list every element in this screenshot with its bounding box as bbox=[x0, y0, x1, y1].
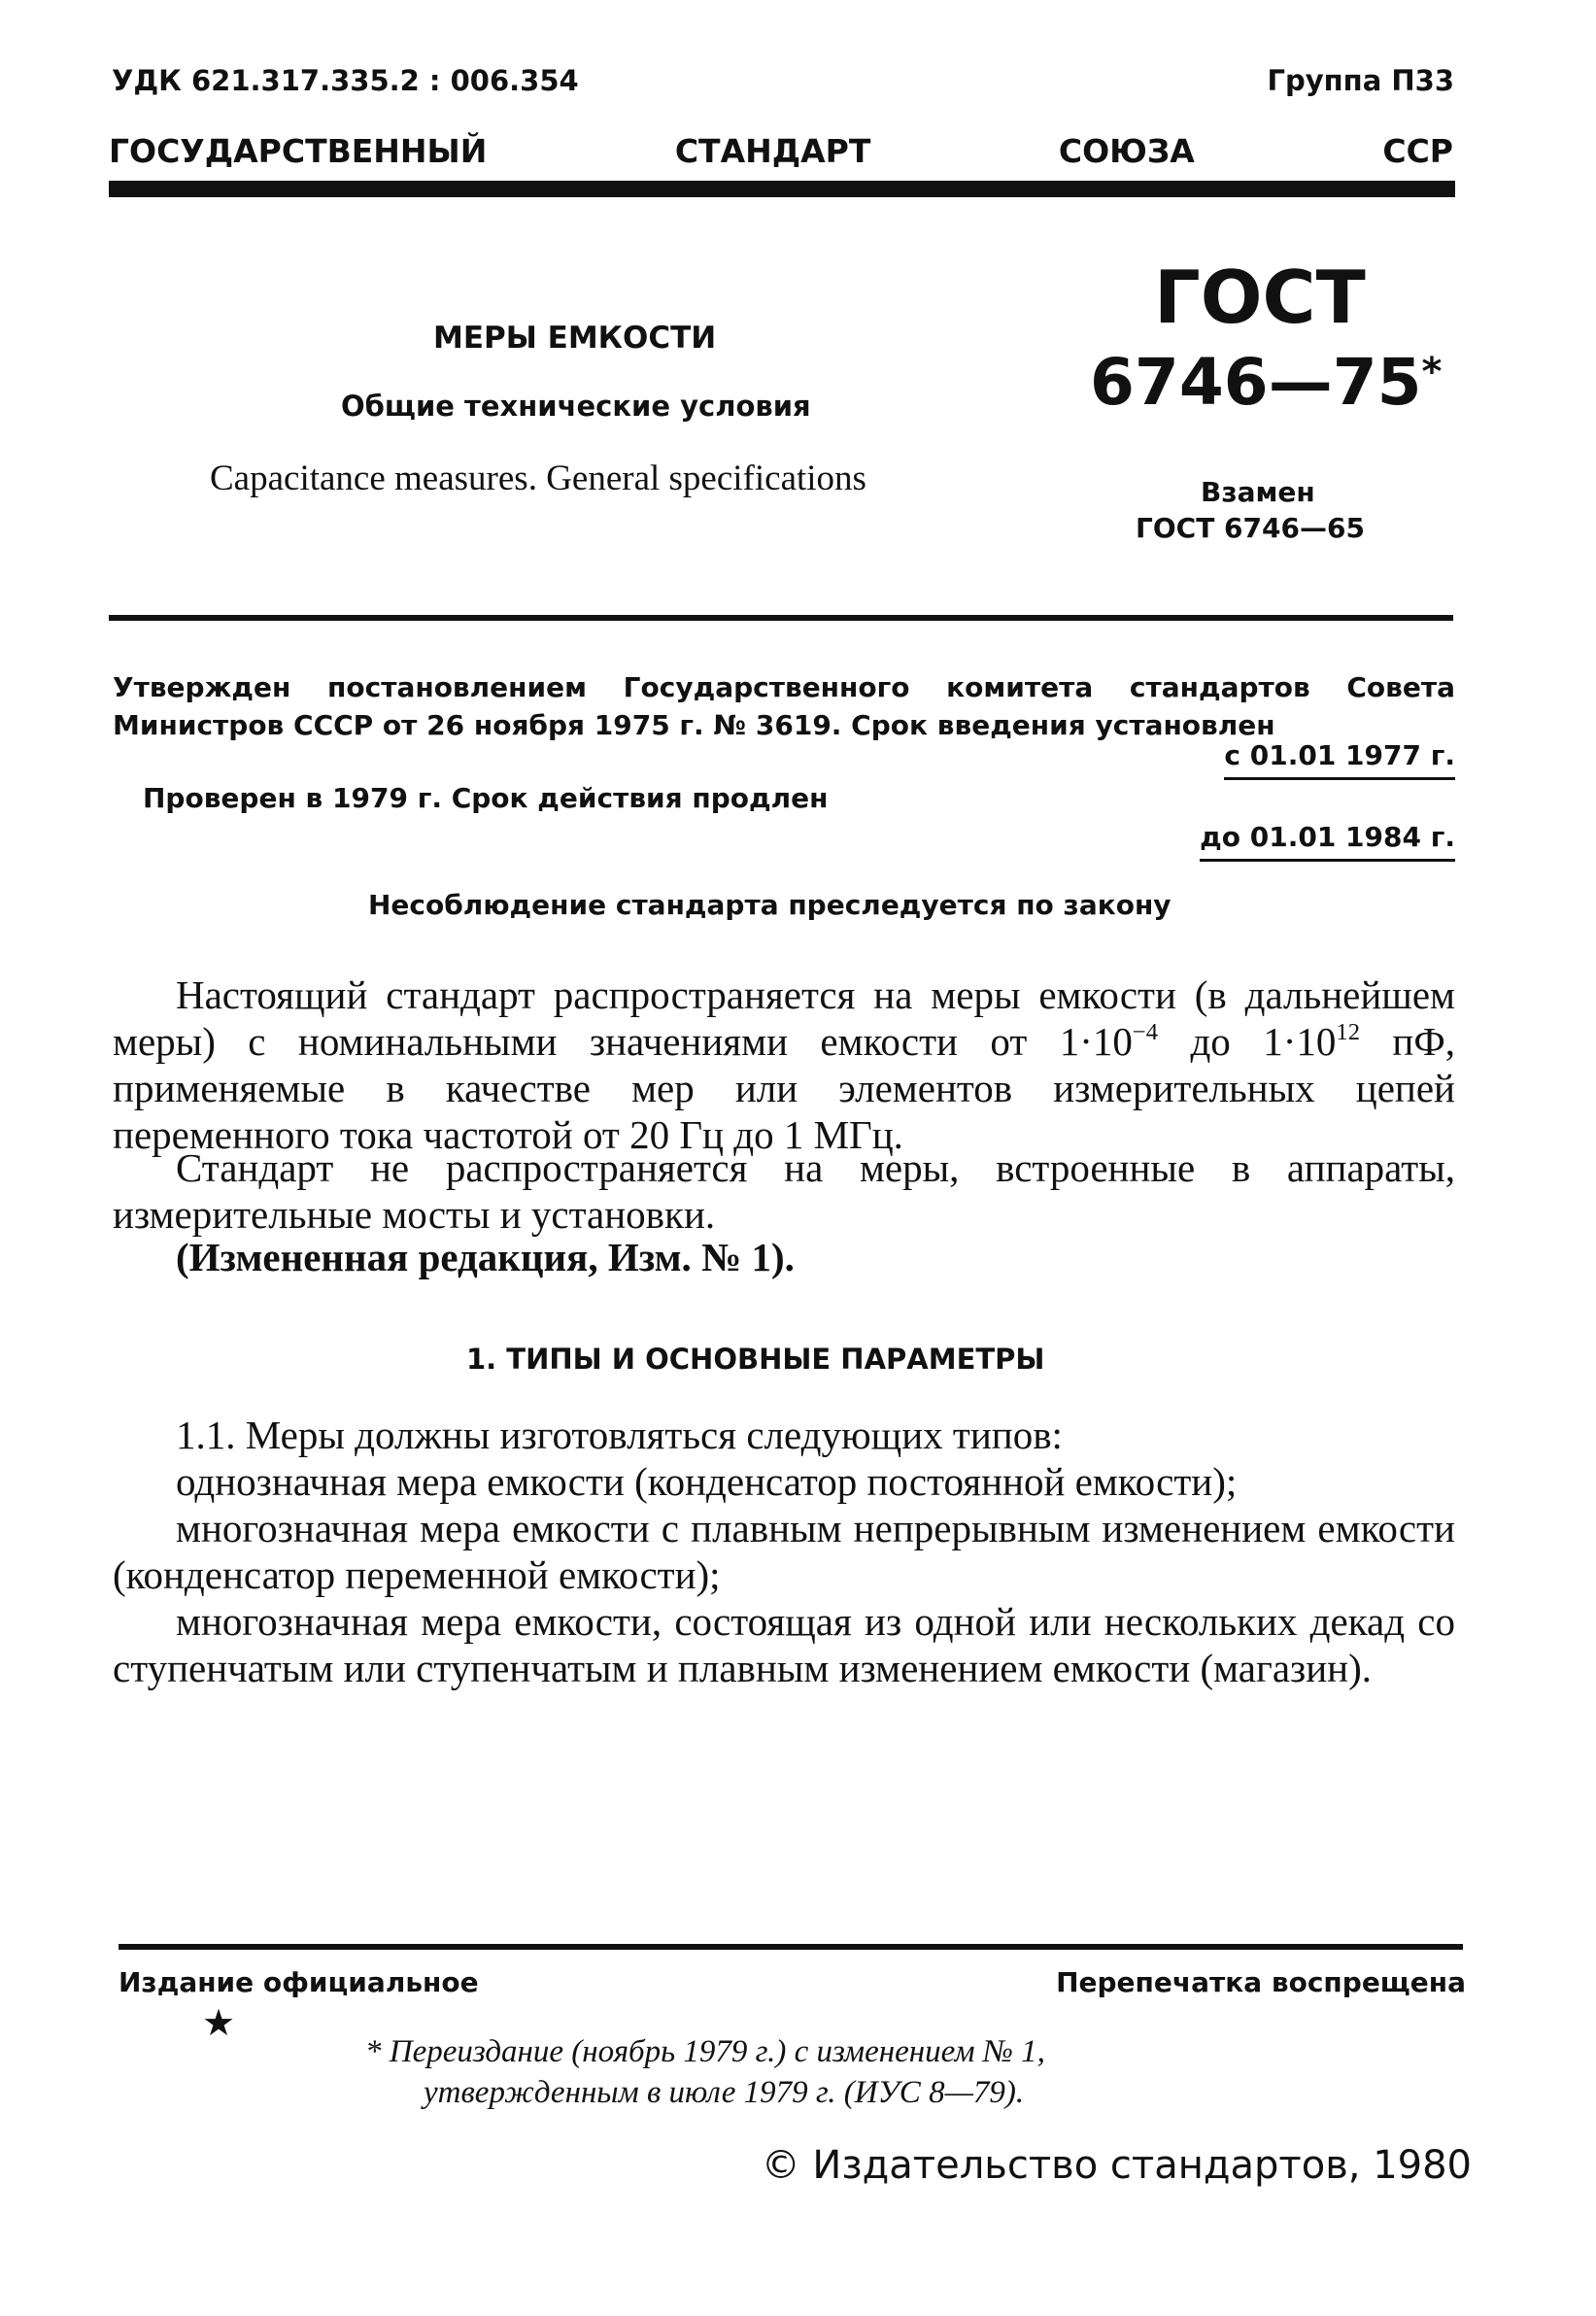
heading-word-4: ССР bbox=[1382, 132, 1453, 170]
replaces-label: Взамен bbox=[1201, 476, 1315, 508]
section-title: 1. ТИПЫ И ОСНОВНЫЕ ПАРАМЕТРЫ bbox=[466, 1343, 1045, 1376]
star-icon: ★ bbox=[202, 2001, 236, 2044]
paragraph-exclusion: Стандарт не распространяется на меры, встроенные в аппараты, измерительные мосты и установки. bbox=[113, 1145, 1455, 1237]
reprint-notice: Перепечатка воспрещена bbox=[1056, 1966, 1466, 1998]
heading-word-2: СТАНДАРТ bbox=[674, 132, 871, 170]
english-title: Capacitance measures. General specifications bbox=[210, 459, 866, 498]
paragraph-amendment: (Измененная редакция, Изм. № 1). bbox=[176, 1235, 795, 1279]
footnote bbox=[365, 2031, 1337, 2113]
p1-part-a: Настоящий стандарт распространяется на меры емкости (в дальнейшем меры) с номинальными значениями емкости от 1·10 bbox=[113, 972, 1455, 1064]
document-title: МЕРЫ ЕМКОСТИ bbox=[433, 321, 717, 356]
footer-rule bbox=[119, 1944, 1463, 1950]
group-code: Группа П33 bbox=[1267, 64, 1454, 97]
footnote-line-1: * Переиздание (ноябрь 1979 г.) с изменением № 1, bbox=[365, 2034, 1045, 2069]
approval-text: Утвержден постановлением Государственного комитета стандартов Совета Министров СССР от 26 ноября 1975 г. № 3619. Срок введения установлен bbox=[113, 671, 1455, 741]
p1-part-c: пФ, применяемые в качестве мер или элементов измерительных цепей переменного тока частотой от 20 Гц до 1 МГц. bbox=[113, 1019, 1455, 1157]
p1-part-b: до 1·10 bbox=[1158, 1019, 1337, 1064]
checked-text: Проверен в 1979 г. Срок действия продлен bbox=[143, 782, 829, 814]
p1-exponent-1: −4 bbox=[1132, 1019, 1159, 1045]
udk-code: УДК 621.317.335.2 : 006.354 bbox=[112, 64, 579, 97]
law-notice: Несоблюдение стандарта преследуется по закону bbox=[368, 889, 1172, 921]
replaces-value: ГОСТ 6746—65 bbox=[1136, 512, 1365, 544]
gost-asterisk: * bbox=[1421, 350, 1443, 394]
gost-number bbox=[1090, 345, 1442, 420]
paragraph-1-1: 1.1. Меры должны изготовляться следующих типов: bbox=[176, 1413, 1063, 1457]
header-rule bbox=[109, 181, 1455, 197]
paragraph-type-variable: многозначная мера емкости с плавным непрерывным изменением емкости (конденсатор переменной емкости); bbox=[113, 1506, 1455, 1597]
title-rule bbox=[109, 615, 1453, 621]
state-standard-heading bbox=[109, 132, 1453, 170]
paragraph-type-decade: многозначная мера емкости, состоящая из одной или нескольких декад со ступенчатым или ступенчатым и плавным изменением емкости (магазин). bbox=[113, 1599, 1455, 1690]
extended-date: до 01.01 1984 г. bbox=[1200, 821, 1455, 862]
gost-number-value: 6746—75 bbox=[1090, 345, 1422, 420]
introduction-date: с 01.01 1977 г. bbox=[1224, 739, 1455, 780]
heading-word-3: СОЮЗА bbox=[1058, 132, 1195, 170]
official-edition: Издание официальное bbox=[119, 1966, 479, 1998]
heading-word-1: ГОСУДАРСТВЕННЫЙ bbox=[109, 132, 488, 170]
copyright: © Издательство стандартов, 1980 bbox=[761, 2143, 1472, 2188]
paragraph-type-fixed: однозначная мера емкости (конденсатор постоянной емкости); bbox=[176, 1459, 1238, 1504]
footnote-line-2: утвержденным в июле 1979 г. (ИУС 8—79). bbox=[424, 2075, 1025, 2110]
document-subtitle: Общие технические условия bbox=[341, 390, 811, 423]
paragraph-scope bbox=[113, 971, 1455, 1158]
gost-label: ГОСТ bbox=[1154, 255, 1366, 340]
p1-exponent-2: 12 bbox=[1336, 1019, 1360, 1045]
